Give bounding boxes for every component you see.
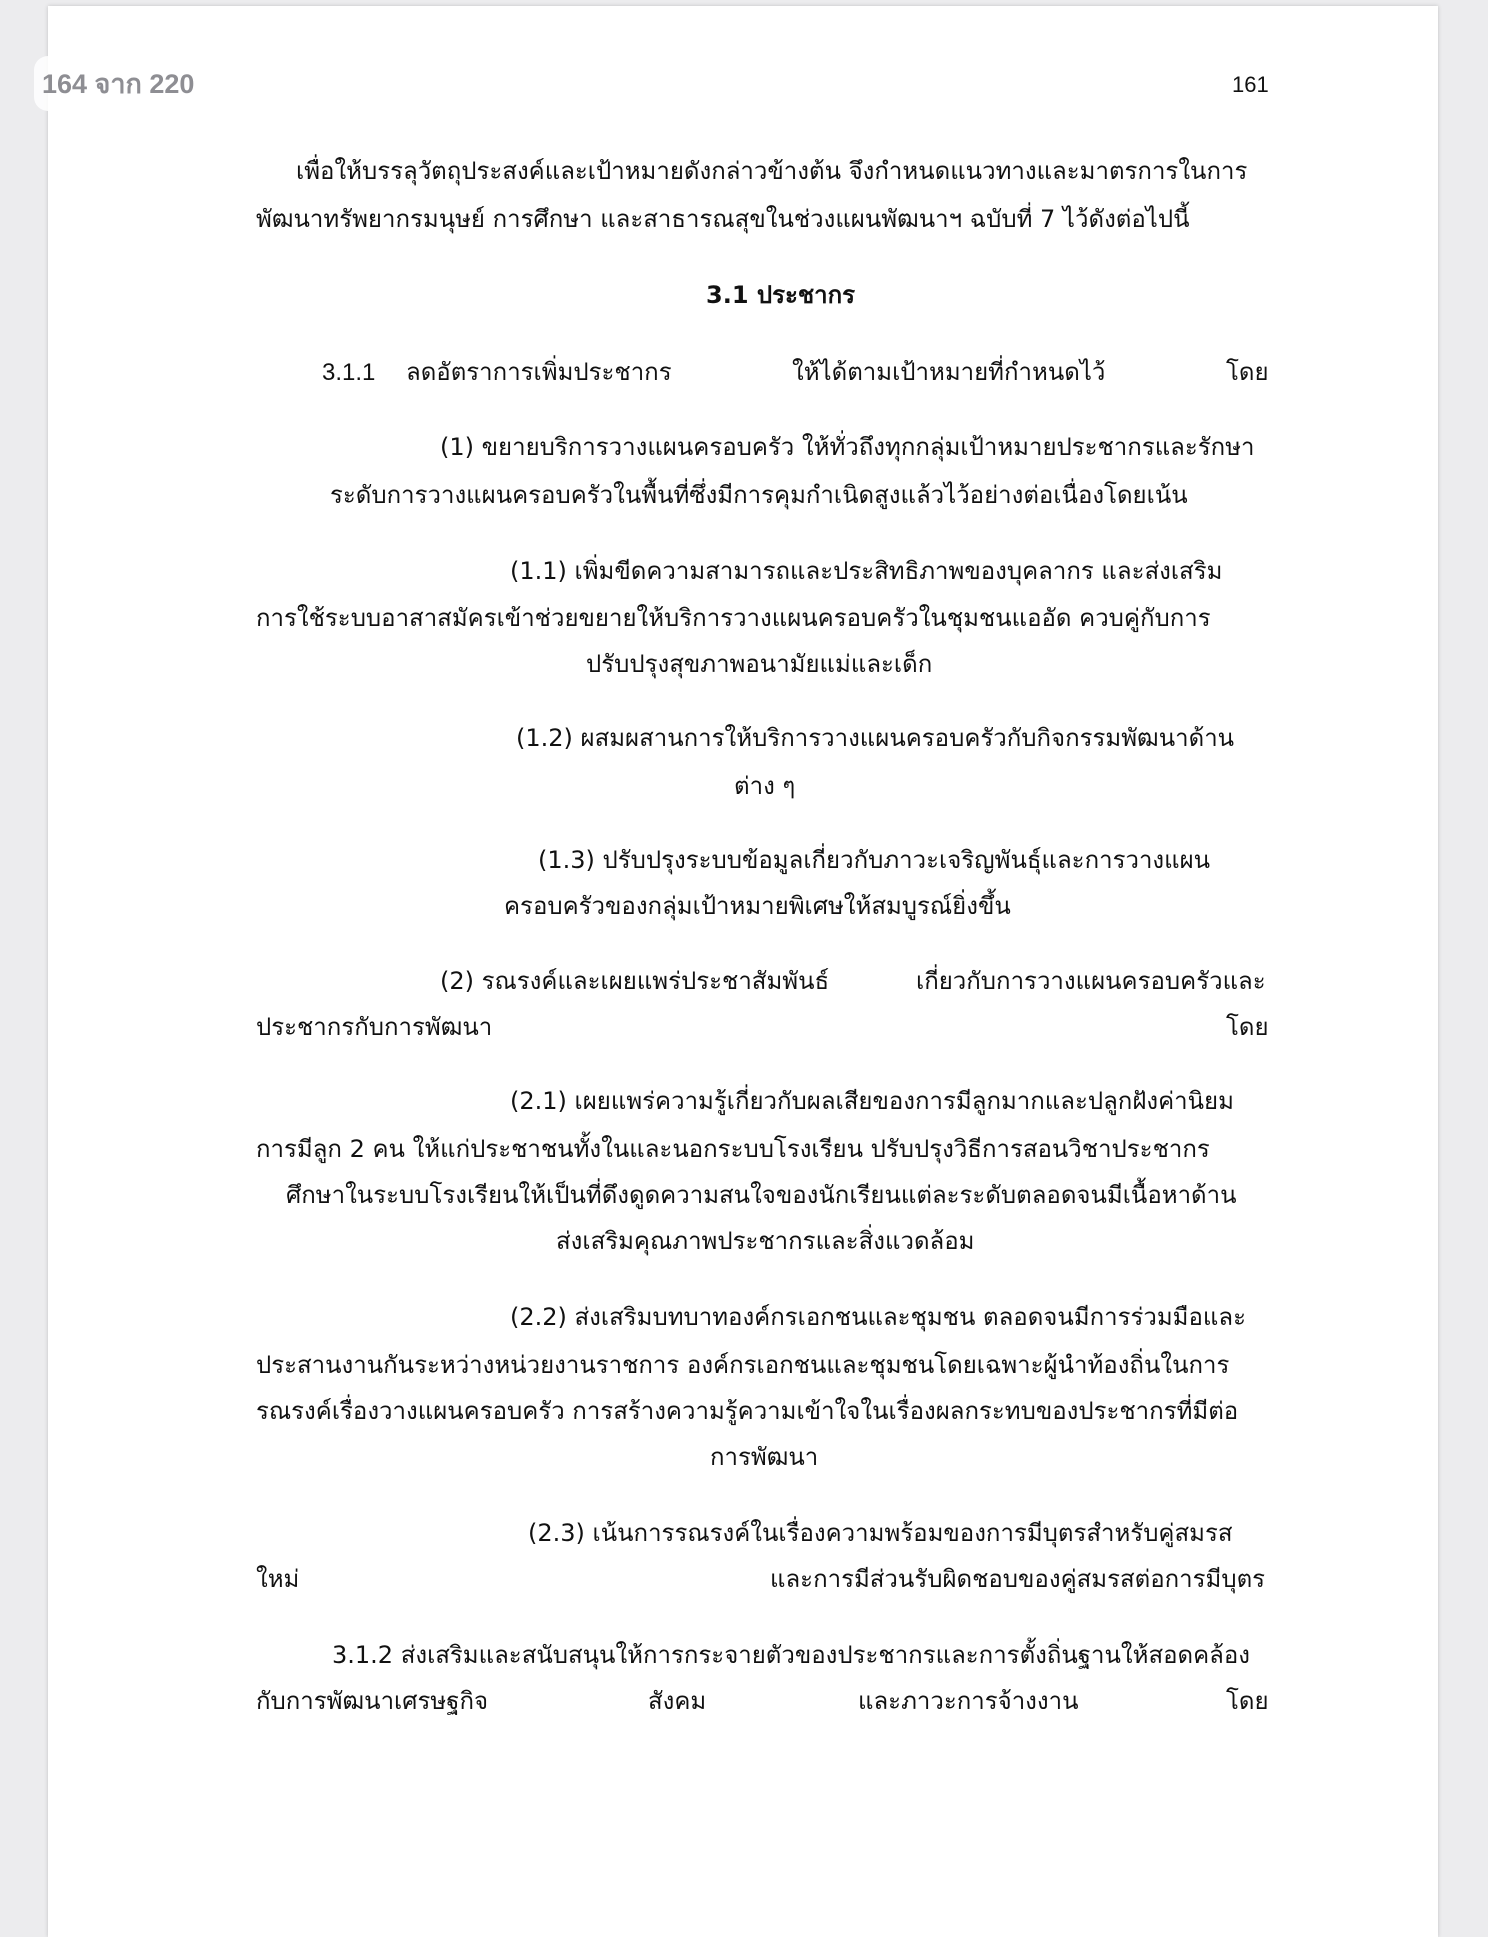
para-1-2-line-1: (1.2) ผสมผสานการให้บริการวางแผนครอบครัวกับกิจกรรมพัฒนาด้าน bbox=[516, 724, 1235, 752]
para-2-2-line-1: (2.2) ส่งเสริมบทบาทองค์กรเอกชนและชุมชน ตลอดจนมีการร่วมมือและ bbox=[510, 1303, 1246, 1331]
para-2-2-line-2: ประสานงานกันระหว่างหน่วยงานราชการ องค์กรเอกชนและชุมชนโดยเฉพาะผู้นำท้องถิ่นในการ bbox=[256, 1351, 1230, 1379]
para-1-line-1: (1) ขยายบริการวางแผนครอบครัว ให้ทั่วถึงทุกกลุ่มเป้าหมายประชากรและรักษา bbox=[440, 433, 1255, 461]
para-2-1-line-3: ศึกษาในระบบโรงเรียนให้เป็นที่ดึงดูดความสนใจของนักเรียนแต่ละระดับตลอดจนมีเนื้อหาด้าน bbox=[286, 1181, 1237, 1209]
para-2-line-1a: (2) รณรงค์และเผยแพร่ประชาสัมพันธ์ bbox=[440, 967, 830, 995]
page-number: 161 bbox=[1232, 72, 1269, 97]
para-2-3-line-1: (2.3) เน้นการรณรงค์ในเรื่องความพร้อมของการมีบุตรสำหรับคู่สมรส bbox=[528, 1519, 1233, 1547]
s311-number: 3.1.1 bbox=[322, 359, 376, 386]
s312-line-2b: สังคม bbox=[648, 1687, 707, 1715]
s312-line-2c: และภาวะการจ้างงาน bbox=[858, 1687, 1079, 1715]
para-2-line-2a: ประชากรกับการพัฒนา bbox=[256, 1013, 493, 1041]
s312-line-2d: โดย bbox=[1226, 1687, 1269, 1715]
para-2-3-line-2a: ใหม่ bbox=[256, 1565, 300, 1593]
para-1-1-line-3: ปรับปรุงสุขภาพอนามัยแม่และเด็ก bbox=[586, 650, 933, 678]
para-2-1-line-1: (2.1) เผยแพร่ความรู้เกี่ยวกับผลเสียของการมีลูกมากและปลูกฝังค่านิยม bbox=[510, 1087, 1234, 1115]
para-2-1-line-4: ส่งเสริมคุณภาพประชากรและสิ่งแวดล้อม bbox=[556, 1227, 975, 1255]
para-1-3-line-2: ครอบครัวของกลุ่มเป้าหมายพิเศษให้สมบูรณ์ยิ่งขึ้น bbox=[504, 892, 1011, 920]
page-counter-badge: 164 จาก 220 bbox=[34, 56, 202, 111]
para-2-line-1b: เกี่ยวกับการวางแผนครอบครัวและ bbox=[916, 967, 1266, 995]
para-1-3-line-1: (1.3) ปรับปรุงระบบข้อมูลเกี่ยวกับภาวะเจริญพันธุ์และการวางแผน bbox=[538, 846, 1211, 874]
s311-text-a: ลดอัตราการเพิ่มประชากร bbox=[406, 358, 672, 386]
para-1-line-2: ระดับการวางแผนครอบครัวในพื้นที่ซึ่งมีการคุมกำเนิดสูงแล้วไว้อย่างต่อเนื่องโดยเน้น bbox=[330, 481, 1188, 509]
para-2-2-line-3: รณรงค์เรื่องวางแผนครอบครัว การสร้างความรู้ความเข้าใจในเรื่องผลกระทบของประชากรที่มีต่อ bbox=[256, 1397, 1239, 1425]
para-1-2-line-2: ต่าง ๆ bbox=[734, 772, 796, 800]
para-2-line-2b: โดย bbox=[1226, 1013, 1269, 1041]
para-1-1-line-2: การใช้ระบบอาสาสมัครเข้าช่วยขยายให้บริการวางแผนครอบครัวในชุมชนแออัด ควบคู่กับการ bbox=[256, 604, 1211, 632]
para-2-3-line-2b: และการมีส่วนรับผิดชอบของคู่สมรสต่อการมีบุตร bbox=[770, 1565, 1266, 1593]
intro-line-2: พัฒนาทรัพยากรมนุษย์ การศึกษา และสาธารณสุขในช่วงแผนพัฒนาฯ ฉบับที่ 7 ไว้ดังต่อไปนี้ bbox=[256, 205, 1190, 233]
s312-line-1: 3.1.2 ส่งเสริมและสนับสนุนให้การกระจายตัวของประชากรและการตั้งถิ่นฐานให้สอดคล้อง bbox=[332, 1641, 1251, 1669]
section-title: 3.1 ประชากร bbox=[706, 281, 856, 309]
s311-text-c: โดย bbox=[1226, 358, 1269, 386]
para-2-2-line-4: การพัฒนา bbox=[710, 1443, 819, 1471]
intro-line-1: เพื่อให้บรรลุวัตถุประสงค์และเป้าหมายดังกล่าวข้างต้น จึงกำหนดแนวทางและมาตรการในการ bbox=[296, 157, 1248, 185]
para-2-1-line-2: การมีลูก 2 คน ให้แก่ประชาชนทั้งในและนอกระบบโรงเรียน ปรับปรุงวิธีการสอนวิชาประชากร bbox=[256, 1135, 1210, 1163]
s311-text-b: ให้ได้ตามเป้าหมายที่กำหนดไว้ bbox=[792, 358, 1106, 386]
s312-line-2a: กับการพัฒนาเศรษฐกิจ bbox=[256, 1687, 489, 1715]
para-1-1-line-1: (1.1) เพิ่มขีดความสามารถและประสิทธิภาพของบุคลากร และส่งเสริม bbox=[510, 557, 1223, 585]
